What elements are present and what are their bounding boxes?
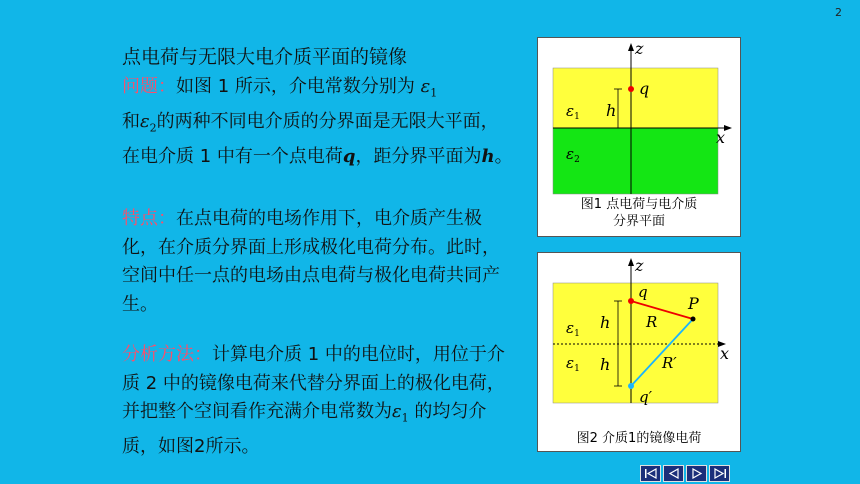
- prev-slide-button[interactable]: [663, 465, 684, 482]
- R-label: R: [646, 313, 658, 331]
- h-top-label: h: [600, 313, 611, 332]
- P-label: P: [688, 294, 699, 313]
- x-arrow-icon: [724, 125, 732, 131]
- slide-title: 点电荷与无限大电介质平面的镜像: [122, 46, 408, 68]
- epsilon-symbol: $\varepsilon_2$: [140, 111, 157, 135]
- method-label: 分析方法：: [122, 344, 212, 365]
- last-icon: [713, 468, 727, 479]
- z-arrow-icon: [628, 43, 634, 51]
- charge-q-dot: [628, 298, 634, 304]
- q-label: q: [639, 79, 650, 98]
- point-charge-dot: [628, 86, 634, 92]
- h-bottom-label: h: [600, 355, 611, 374]
- last-slide-button[interactable]: [709, 465, 730, 482]
- eps1-label: $\varepsilon_1$: [566, 102, 580, 122]
- next-icon: [690, 468, 704, 479]
- x-label: x: [716, 128, 726, 147]
- method-paragraph: 分析方法：计算电介质 1 中的电位时，用位于介质 2 中的镜像电荷来代替分界面上的极化电荷，并把整个空间看作充满介电常数为$\varepsilon_1$ 的均匀介质，如图2所示。: [122, 344, 505, 458]
- q-label: q: [638, 283, 648, 301]
- epsilon-symbol: $\varepsilon_1$: [392, 401, 409, 425]
- point-P-dot: [691, 317, 696, 322]
- z-label: z: [635, 39, 644, 58]
- figure-1-caption: 图1 点电荷与电介质 分界平面: [580, 197, 698, 229]
- prev-icon: [667, 468, 681, 479]
- feature-label: 特点：: [122, 208, 176, 229]
- x-label: x: [720, 344, 730, 363]
- figure-2-diagram: [538, 253, 740, 451]
- page-number: 2: [835, 6, 842, 19]
- epsilon-symbol: $\varepsilon_1$: [420, 76, 438, 100]
- h-label: h: [606, 101, 617, 120]
- first-slide-button[interactable]: [640, 465, 661, 482]
- first-icon: [644, 468, 658, 479]
- feature-paragraph: 特点：在点电荷的电场作用下，电介质产生极化，在介质分界面上形成极化电荷分布。此时，空间中任一点的电场由点电荷与极化电荷共同产生。: [122, 208, 500, 315]
- problem-paragraph: 问题：如图 1 所示，介电常数分别为 $\varepsilon_1$ 和$\varepsilon_2$的两种不同电介质的分界面是无限大平面，在电介质 1 中有一个点电荷q，距分界平面为h。: [122, 76, 513, 168]
- R-prime-label: R′: [662, 354, 677, 372]
- figure-1: [537, 37, 741, 237]
- z-arrow-icon: [628, 258, 634, 266]
- eps2-label: $\varepsilon_2$: [566, 145, 580, 165]
- image-charge-dot: [628, 383, 634, 389]
- slide-navigation: [640, 465, 730, 482]
- eps1-bottom-label: $\varepsilon_1$: [566, 354, 580, 374]
- figure-2-caption: 图2 介质1的镜像电荷: [576, 431, 702, 446]
- next-slide-button[interactable]: [686, 465, 707, 482]
- eps1-top-label: $\varepsilon_1$: [566, 319, 580, 339]
- z-label: z: [635, 256, 644, 275]
- problem-label: 问题：: [122, 76, 176, 97]
- figure-2: [537, 252, 741, 452]
- q-prime-label: q′: [639, 388, 653, 406]
